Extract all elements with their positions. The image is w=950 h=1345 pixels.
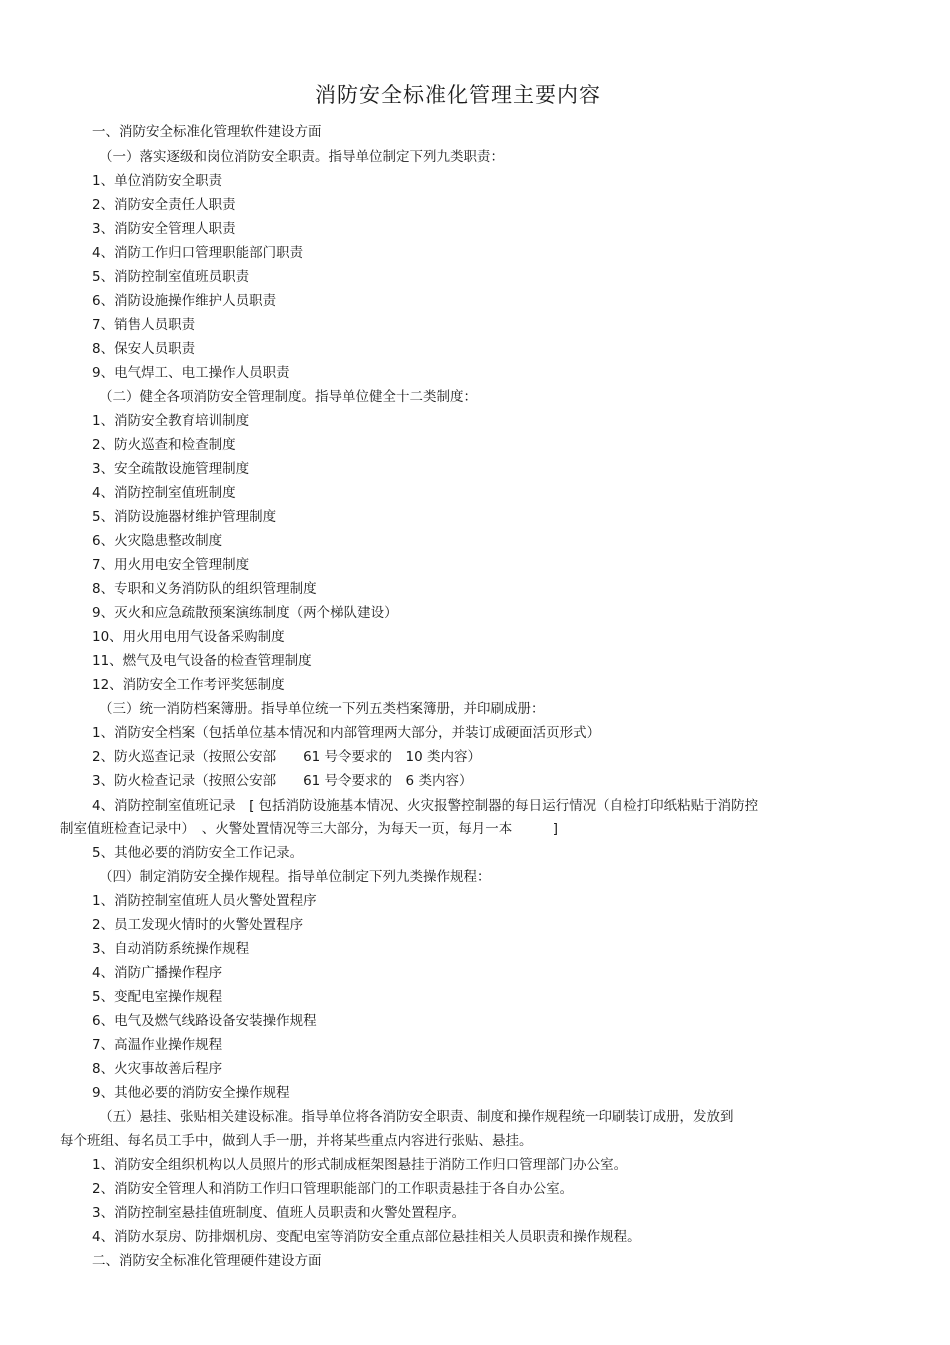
list-item: 9、灭火和应急疏散预案演练制度（两个梯队建设） — [92, 605, 398, 621]
list-item: 3、安全疏散设施管理制度 — [92, 461, 250, 477]
list-item: 3、消防控制室悬挂值班制度、值班人员职责和火警处置程序。 — [92, 1205, 466, 1221]
list-item: 6、电气及燃气线路设备安装操作规程 — [92, 1013, 317, 1029]
list-item: 4、消防水泵房、防排烟机房、变配电室等消防安全重点部位悬挂相关人员职责和操作规程。 — [92, 1229, 641, 1245]
section-heading: 二、消防安全标准化管理硬件建设方面 — [92, 1253, 322, 1269]
list-item: 7、销售人员职责 — [92, 317, 196, 333]
list-item: 4、消防工作归口管理职能部门职责 — [92, 245, 304, 261]
list-item: 11、燃气及电气设备的检查管理制度 — [92, 653, 312, 669]
list-item: 1、消防安全教育培训制度 — [92, 413, 250, 429]
list-item: 4、消防控制室值班记录 [ 包括消防设施基本情况、火灾报警控制器的每日运行情况（自检打印纸粘贴于消防控 — [92, 798, 759, 814]
list-item: 1、单位消防安全职责 — [92, 173, 223, 189]
list-item: 3、防火检查记录（按照公安部 61 号令要求的 6 类内容） — [92, 773, 473, 789]
list-item: 2、消防安全管理人和消防工作归口管理职能部门的工作职责悬挂于各自办公室。 — [92, 1181, 574, 1197]
list-item: 6、火灾隐患整改制度 — [92, 533, 223, 549]
list-item: 1、消防控制室值班人员火警处置程序 — [92, 893, 317, 909]
list-item: 1、消防安全档案（包括单位基本情况和内部管理两大部分，并装订成硬面活页形式） — [92, 725, 601, 741]
list-item: 12、消防安全工作考评奖惩制度 — [92, 677, 285, 693]
list-item: 2、消防安全责任人职责 — [92, 197, 236, 213]
list-item: 6、消防设施操作维护人员职责 — [92, 293, 277, 309]
list-item: 7、高温作业操作规程 — [92, 1037, 223, 1053]
list-item: 4、消防控制室值班制度 — [92, 485, 236, 501]
list-item: 8、火灾事故善后程序 — [92, 1061, 223, 1077]
list-item: 3、消防安全管理人职责 — [92, 221, 236, 237]
list-item: 2、防火巡查记录（按照公安部 61 号令要求的 10 类内容） — [92, 749, 482, 765]
subsection-heading: （一）落实逐级和岗位消防安全职责。指导单位制定下列九类职责： — [99, 149, 504, 165]
paragraph-continuation: 每个班组、每名员工手中，做到人手一册，并将某些重点内容进行张贴、悬挂。 — [60, 1133, 533, 1149]
subsection-heading: （二）健全各项消防安全管理制度。指导单位健全十二类制度： — [99, 389, 477, 405]
list-item: 3、自动消防系统操作规程 — [92, 941, 250, 957]
list-item: 9、其他必要的消防安全操作规程 — [92, 1085, 290, 1101]
subsection-heading: （三）统一消防档案簿册。指导单位统一下列五类档案簿册，并印刷成册： — [99, 701, 545, 717]
list-item: 5、消防设施器材维护管理制度 — [92, 509, 277, 525]
list-item: 9、电气焊工、电工操作人员职责 — [92, 365, 290, 381]
list-item: 2、员工发现火情时的火警处置程序 — [92, 917, 304, 933]
list-item: 2、防火巡查和检查制度 — [92, 437, 236, 453]
list-item-continuation: 制室值班检查记录中） 、火警处置情况等三大部分，为每天一页，每月一本 ] — [60, 821, 559, 837]
section-heading: 一、消防安全标准化管理软件建设方面 — [92, 124, 322, 140]
list-item: 7、用火用电安全管理制度 — [92, 557, 250, 573]
list-item: 5、其他必要的消防安全工作记录。 — [92, 845, 304, 861]
list-item: 5、变配电室操作规程 — [92, 989, 223, 1005]
list-item: 1、消防安全组织机构以人员照片的形式制成框架图悬挂于消防工作归口管理部门办公室。 — [92, 1157, 628, 1173]
list-item: 8、保安人员职责 — [92, 341, 196, 357]
subsection-heading: （四）制定消防安全操作规程。指导单位制定下列九类操作规程： — [99, 869, 491, 885]
list-item: 8、专职和义务消防队的组织管理制度 — [92, 581, 317, 597]
document-title: 消防安全标准化管理主要内容 — [315, 83, 601, 107]
list-item: 10、用火用电用气设备采购制度 — [92, 629, 285, 645]
list-item: 4、消防广播操作程序 — [92, 965, 223, 981]
list-item: 5、消防控制室值班员职责 — [92, 269, 250, 285]
subsection-heading: （五）悬挂、张贴相关建设标准。指导单位将各消防安全职责、制度和操作规程统一印刷装订成册，发放到 — [99, 1109, 734, 1125]
